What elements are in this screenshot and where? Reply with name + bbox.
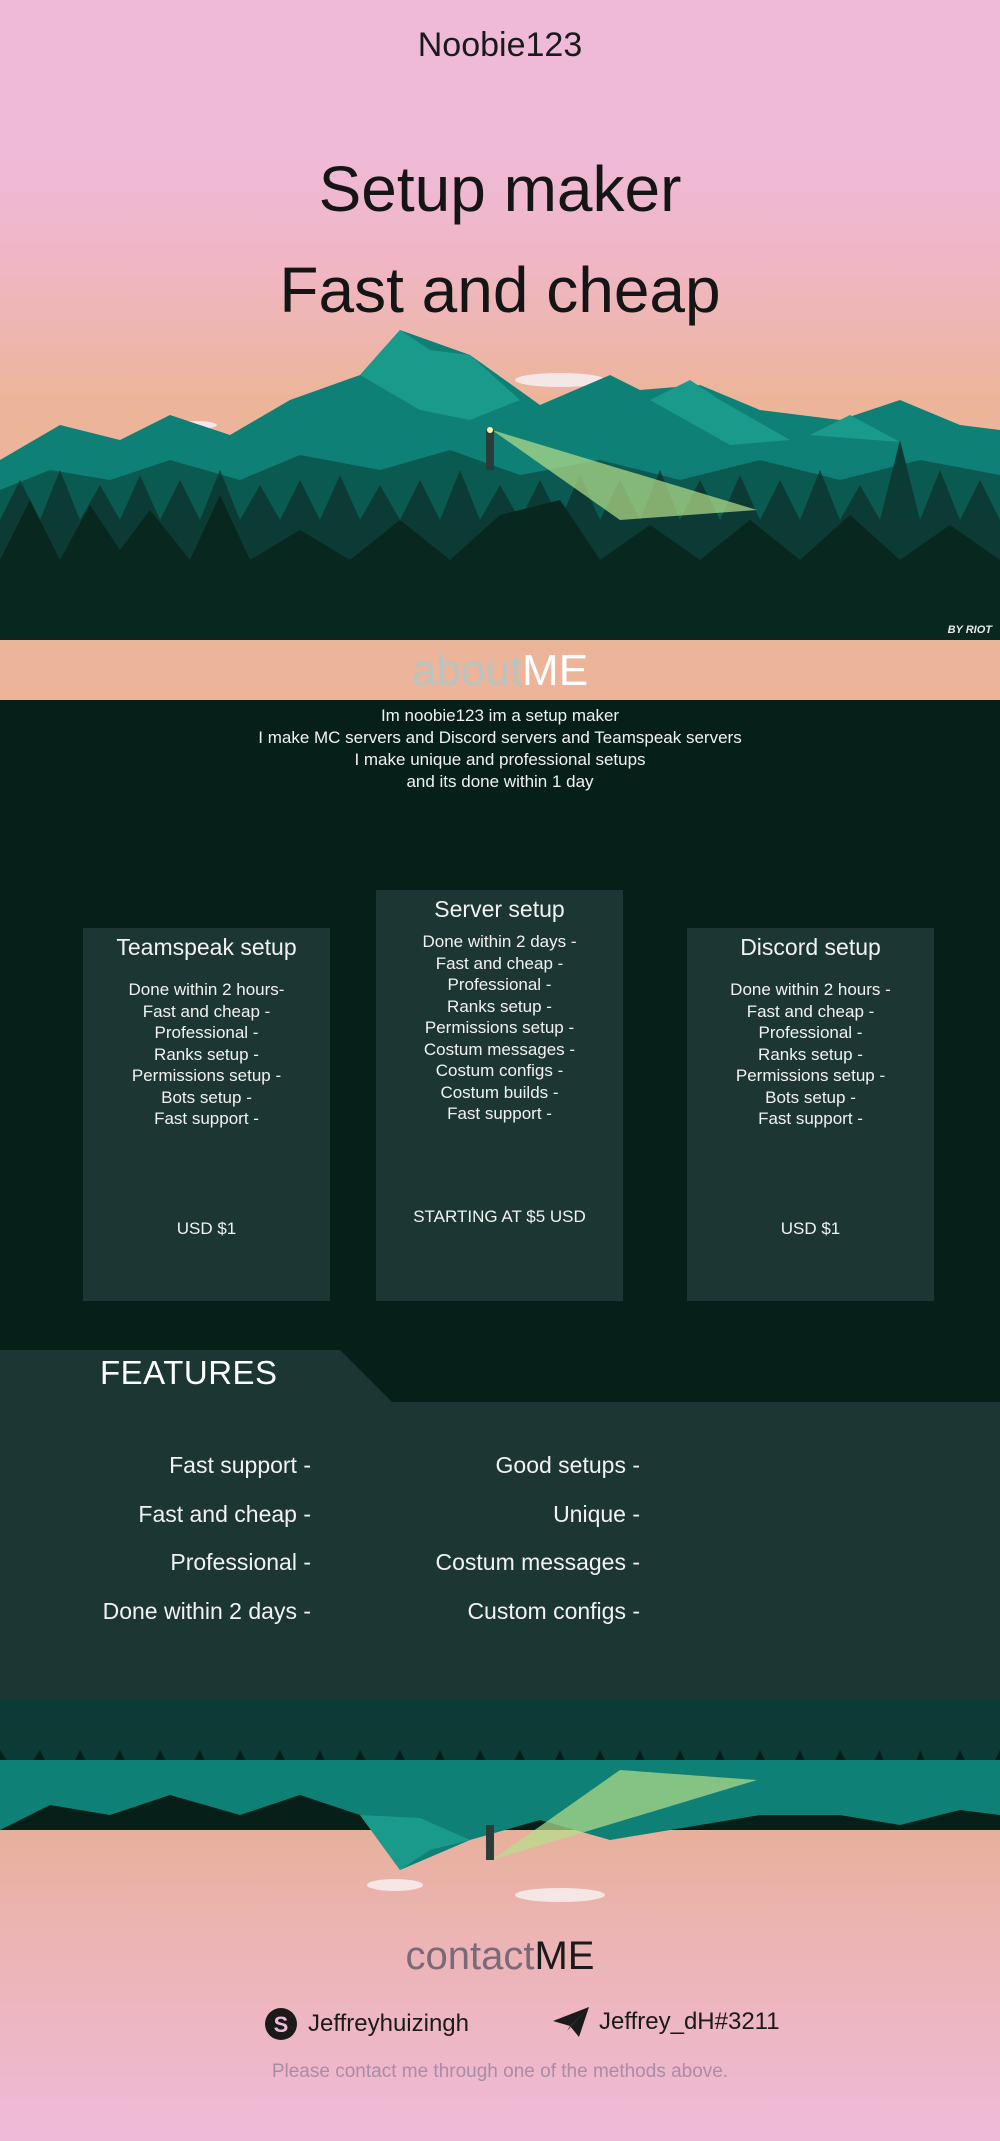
site-brand[interactable]: Noobie123 [417, 26, 583, 64]
paper-plane-icon [553, 2007, 589, 2037]
about-line: and its done within 1 day [406, 772, 594, 791]
card-feature: Bots setup - [765, 1087, 856, 1107]
about-text [0, 705, 1000, 793]
card-feature: Fast and cheap - [142, 1001, 271, 1021]
about-heading-thin: about [411, 646, 523, 695]
about-heading [0, 646, 1000, 696]
about-heading-bold: ME [522, 646, 589, 695]
discord-contact[interactable] [553, 2007, 780, 2037]
feature-item: Custom configs - [467, 1597, 640, 1624]
card-feature: Ranks setup - [447, 996, 552, 1016]
feature-item: Done within 2 days - [102, 1597, 311, 1624]
card-feature: Costum messages - [423, 1039, 576, 1059]
card-feature: Ranks setup - [154, 1044, 259, 1064]
card-feature: Fast support - [758, 1109, 863, 1128]
card-title: Teamspeak setup [116, 934, 297, 960]
feature-item: Good setups - [495, 1452, 640, 1478]
card-feature: Done within 2 hours - [730, 980, 891, 999]
hero-title: Setup maker [318, 153, 682, 225]
about-line: I make MC servers and Discord servers and Teamspeak servers [258, 728, 742, 747]
features-heading: FEATURES [100, 1354, 278, 1391]
lighthouse-icon [486, 427, 494, 470]
card-feature: Ranks setup - [758, 1044, 863, 1064]
mountain-reflection-illustration [0, 1700, 1000, 1930]
feature-item: Fast and cheap - [138, 1500, 311, 1527]
server-setup-card[interactable] [376, 890, 623, 1301]
card-feature: Professional - [447, 975, 552, 994]
card-feature: Fast and cheap - [435, 953, 564, 973]
feature-item: Unique - [553, 1500, 640, 1527]
skype-username[interactable]: Jeffreyhuizingh [308, 2010, 469, 2037]
card-feature: Fast support - [447, 1104, 552, 1123]
card-feature: Bots setup - [161, 1087, 252, 1107]
discord-username[interactable]: Jeffrey_dH#3211 [599, 2008, 780, 2035]
features-list-right [400, 1452, 640, 1646]
card-feature: Done within 2 days - [422, 932, 577, 951]
contact-heading-bold: ME [534, 1934, 595, 1978]
card-feature: Done within 2 hours- [128, 980, 285, 999]
feature-item: Costum messages - [435, 1549, 640, 1575]
skype-contact[interactable] [264, 2007, 469, 2041]
features-list-left [60, 1452, 311, 1646]
hero-subtitle: Fast and cheap [279, 254, 721, 326]
contact-heading-thin: contact [405, 1934, 535, 1978]
feature-item: Fast support - [169, 1452, 311, 1478]
svg-text:S: S [273, 2012, 289, 2037]
card-price: USD $1 [780, 1219, 841, 1238]
card-feature: Permissions setup - [735, 1066, 886, 1085]
mountain-landscape-illustration [0, 330, 1000, 640]
card-feature: Professional - [154, 1023, 259, 1042]
card-feature: Fast support - [154, 1109, 259, 1128]
card-title: Server setup [434, 896, 565, 922]
feature-item: Professional - [170, 1549, 311, 1575]
card-price: USD $1 [176, 1219, 237, 1238]
card-title: Discord setup [740, 934, 881, 960]
teamspeak-setup-card[interactable] [83, 928, 330, 1301]
card-feature: Costum configs - [435, 1061, 564, 1080]
card-feature: Permissions setup - [131, 1066, 282, 1085]
contact-heading [0, 1934, 1000, 1979]
card-feature: Professional - [758, 1023, 863, 1042]
about-line: I make unique and professional setups [354, 750, 646, 769]
discord-setup-card[interactable] [687, 928, 934, 1301]
contact-note: Please contact me through one of the methods above. [271, 2061, 729, 2082]
illustration-credit: BY RIOT [947, 624, 992, 636]
card-feature: Permissions setup - [424, 1018, 575, 1037]
about-line: Im noobie123 im a setup maker [380, 706, 620, 725]
skype-icon [264, 2007, 298, 2041]
card-price: STARTING AT $5 USD [413, 1207, 586, 1226]
card-feature: Costum builds - [440, 1082, 559, 1102]
card-feature: Fast and cheap - [746, 1001, 875, 1021]
